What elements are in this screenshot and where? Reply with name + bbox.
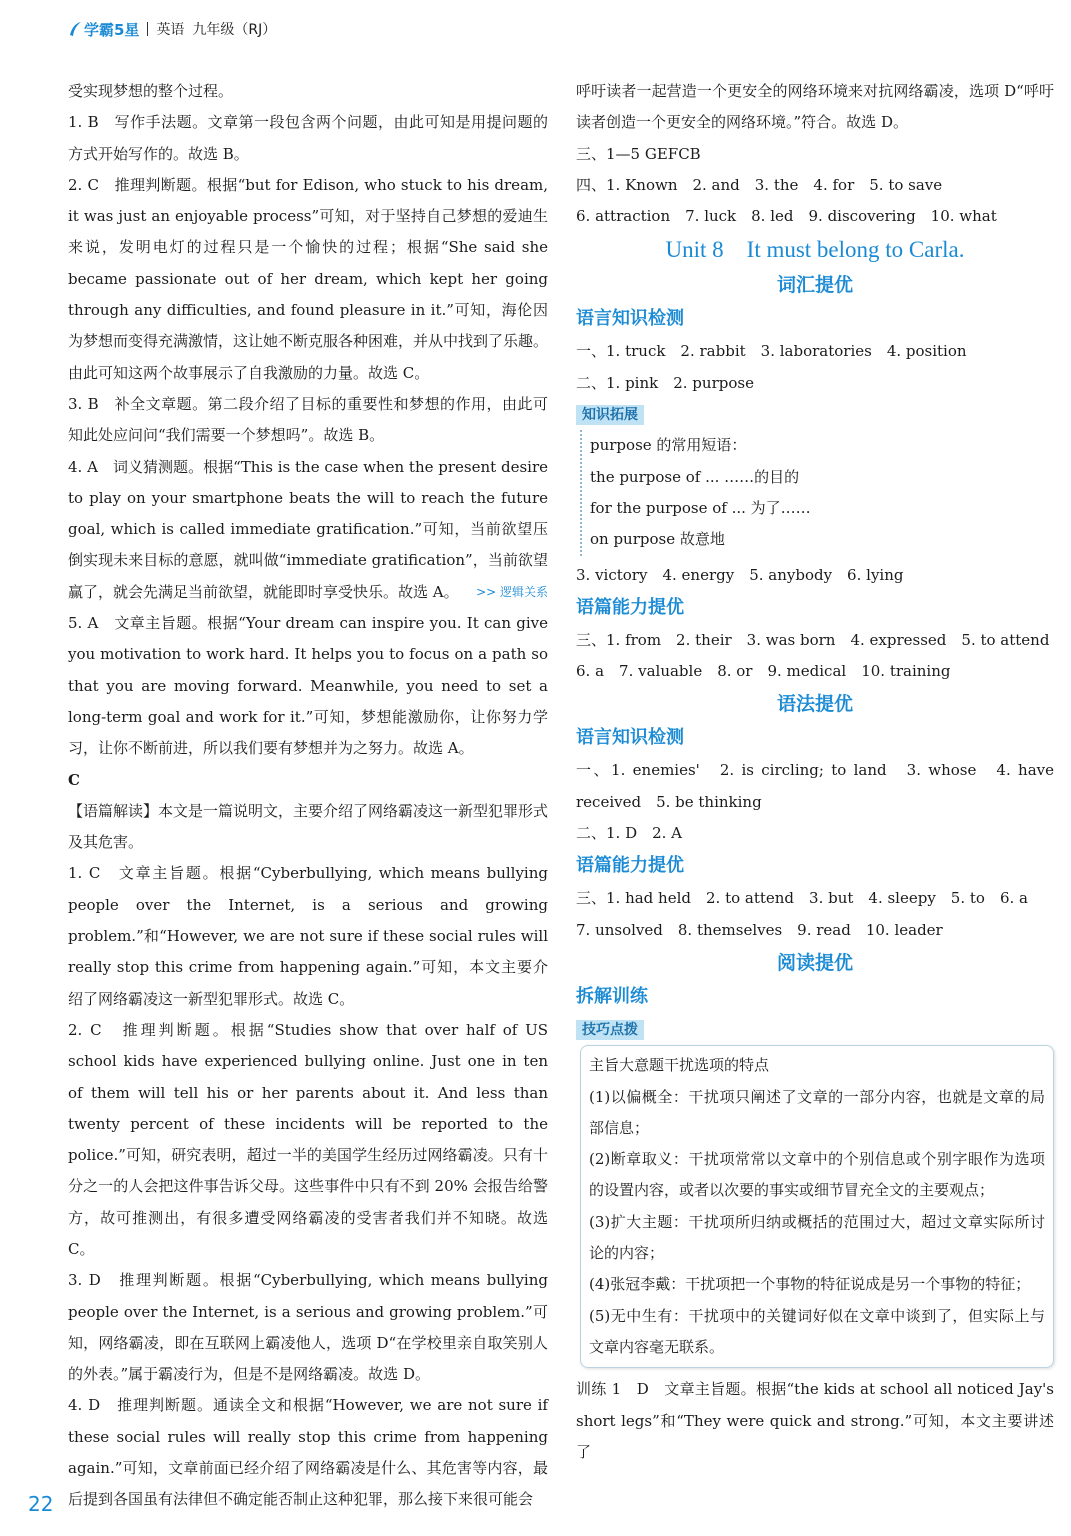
answer-text: 4. A 词义猜测题。根据“This is the case when the present desire to play on your smartphone beats the will to reach the future goal, which is called immediate gratification.”可知，当前欲望压倒实现未来目标的意愿，就叫做“immediate gratification”，当前欲望赢了，就会先满足当前欲望，就能即时享受快乐。故选 A。 [68,457,548,601]
answer-line: 三、1—5 GEFCB [576,144,701,163]
tip-line: (2)断章取义：干扰项常常以文章中的个别信息或个别字眼作为选项的设置内容，或者以次要的事实或细节冒充全文的主要观点； [589,1150,1045,1200]
right-column [576,76,1054,1468]
brand-logo [68,19,139,40]
unit-title: Unit 8 It must belong to Carla. [665,237,965,263]
page-header [68,14,276,44]
brand-swoosh-icon [68,21,82,37]
answer-line: 三、1. had held 2. to attend 3. but 4. sleepy 5. to 6. a [576,889,1028,908]
logic-relation-tag: >> 逻辑关系 [476,584,548,599]
answer-line: 7. unsolved 8. themselves 9. read 10. leader [576,920,943,939]
grammar-section-title: 语法提优 [776,693,853,716]
answer-item: 5. A 文章主旨题。根据“Your dream can inspire you. It can give you motivation to work hard. It helps you to focus on a path so that you are moving forward. Meanwhile, you need to set a long-term goal and work for it.”可知，梦想能激励你，让你努力学习，让你不断前进，所以我们要有梦想并为之努力。故选 A。 [68,614,548,758]
left-column [68,76,548,1516]
answer-line: 三、1. from 2. their 3. was born 4. expressed 5. to attend [576,630,1050,649]
answer-item: 1. B 写作手法题。文章第一段包含两个问题，由此可知是用提问题的方式开始写作的。故选 B。 [68,113,548,163]
page-number: 22 [28,1492,54,1516]
tip-line: (3)扩大主题：干扰项所归纳或概括的范围过大，超过文章实际所讨论的内容； [589,1212,1045,1263]
answer-item: 2. C 推理判断题。根据“but for Edison, who stuck to his dream, it was just an enjoyable process”可知，对于坚持自己梦想的爱迪生来说，发明电灯的过程只是一个愉快的过程；根据“She said she became passionate out of her dream, which kept her going through any difficulties, and found pleasure in it.”可知，海伦因为梦想而变得充满激情，这让她不断克服各种困难，并从中找到了乐趣。由此可知这两个故事展示了自我激励的力量。故选 C。 [68,175,549,382]
answer-line: 四、1. Known 2. and 3. the 4. for 5. to save [576,175,943,194]
answer-line: 一、1. truck 2. rabbit 3. laboratories 4. position [576,342,967,361]
training-line: 训练 1 D 文章主旨题。根据“the kids at school all noticed Jay's short legs”和“They were quick and strong.”可知，本文主要讲述了 [576,1380,1054,1461]
answer-line: 3. victory 4. energy 5. anybody 6. lying [576,565,904,584]
tip-line: (1)以偏概全：干扰项只阐述了文章的一部分内容，也就是文章的局部信息； [589,1087,1045,1137]
note-line: the purpose of ... ……的目的 [590,467,800,486]
header-divider [147,22,148,36]
knowledge-extension [576,399,1054,555]
tips-section [576,1014,1054,1368]
discourse-heading: 语篇能力提优 [576,596,684,618]
brand-name: 学霸5星 [84,20,140,39]
tip-line: (5)无中生有：干扰项中的关键词好似在文章中谈到了，但实际上与文章内容毫无联系。 [589,1306,1045,1356]
note-line: for the purpose of ... 为了…… [590,498,811,517]
note-line: purpose 的常用短语： [590,436,747,455]
lang-check-heading: 语言知识检测 [576,727,684,749]
lang-check-heading: 语言知识检测 [576,308,684,330]
answer-item: 1. C 文章主旨题。根据“Cyberbullying, which means bullying people over the Internet, is a serious and growing problem.”和“However, we are not sure if these social rules will really stop this crime from happening again.”可知，本文主要介绍了网络霸凌这一新型犯罪形式。故选 C。 [68,864,548,1008]
tip-line: (4)张冠李戴：干扰项把一个事物的特征说成是另一个事物的特征； [589,1275,1031,1294]
answer-item: 3. D 推理判断题。根据“Cyberbullying, which means bullying people over the Internet, is a serious and growing problem.”可知，网络霸凌，即在互联网上霸凌他人，选项 D“在学校里亲自取笑别人的外表。”属于霸凌行为，但是不是网络霸凌。故选 D。 [68,1271,548,1384]
knowledge-box [580,430,1054,555]
answer-item [68,452,548,608]
answer-line: 6. a 7. valuable 8. or 9. medical 10. training [576,662,951,681]
breakdown-heading: 拆解训练 [576,985,648,1007]
section-c-heading: C [68,770,80,789]
answer-line: 6. attraction 7. luck 8. led 9. discovering 10. what [576,207,997,226]
answer-line: 二、1. pink 2. purpose [576,373,754,392]
subject-label: 英语 [156,22,185,38]
vocab-section-title: 词汇提优 [776,274,853,297]
tips-tag: 技巧点拨 [576,1020,644,1040]
answer-line: 二、1. D 2. A [576,824,683,843]
discourse-heading: 语篇能力提优 [576,855,684,877]
answer-line: 受实现梦想的整个过程。 [68,82,234,100]
reading-section-title: 阅读提优 [776,951,853,974]
grade-label: 九年级（RJ） [192,22,277,38]
knowledge-tag: 知识拓展 [576,405,644,425]
note-line: on purpose 故意地 [590,530,725,549]
answer-item: 呼吁读者一起营造一个更安全的网络环境来对抗网络霸凌，选项 D“呼吁读者创造一个更安全的网络环境。”符合。故选 D。 [576,82,1054,132]
tips-box [580,1045,1054,1368]
answer-line: 一、1. enemies' 2. is circling; to land 3. whose 4. have received 5. be thinking [576,761,1054,811]
answer-item: 3. B 补全文章题。第二段介绍了目标的重要性和梦想的作用，由此可知此处应问问“我们需要一个梦想吗”。故选 B。 [68,394,548,445]
answer-item: 4. D 推理判断题。通读全文和根据“However, we are not sure if these social rules will really stop this crime from happening again.”可知，文章前面已经介绍了网络霸凌是什么、其危害等内容，最后提到各国虽有法律但不确定能否制止这种犯罪，那么接下来很可能会 [68,1396,548,1509]
answer-item: 2. C 推理判断题。根据“Studies show that over half of US school kids have experienced bullying online. Just one in ten of them will tell his or her parents about it. And less than twenty percent of these incidents will be reported to the police.”可知，研究表明，超过一半的美国学生经历过网络霸凌。只有十分之一的人会把这件事告诉父母。这些事件中只有不到 20% 会报告给警方，故可推测出，有很多遭受网络霸凌的受害者我们并不知晓。故选 C。 [68,1020,548,1258]
tip-line: 主旨大意题干扰选项的特点 [589,1056,770,1075]
discourse-interpretation: 【语篇解读】本文是一篇说明文，主要介绍了网络霸凌这一新型犯罪形式及其危害。 [68,801,549,852]
